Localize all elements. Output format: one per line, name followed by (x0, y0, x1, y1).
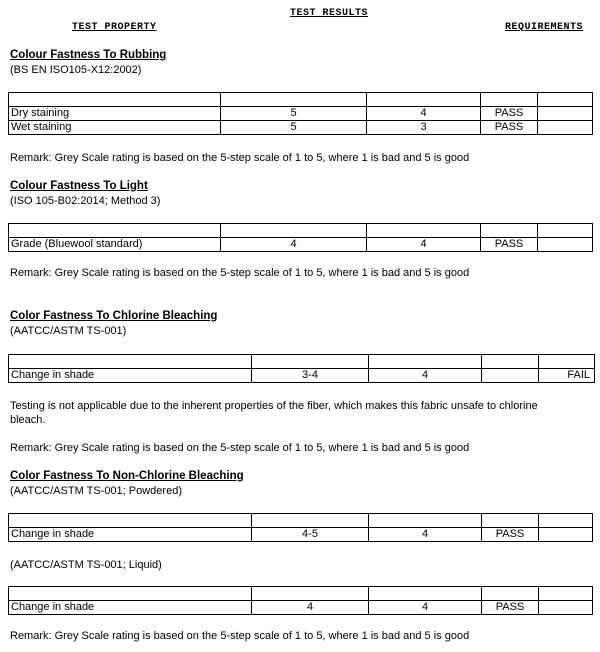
row-label: Change in shade (9, 528, 252, 542)
requirements-heading: REQUIREMENTS (505, 22, 584, 33)
table-row (9, 369, 595, 383)
table-row (9, 601, 593, 615)
section-standard-rubbing: (BS EN ISO105-X12:2002) (10, 64, 142, 76)
result-2: 4 (369, 369, 482, 383)
table-header-row (9, 93, 593, 107)
section-title-rubbing: Colour Fastness To Rubbing (10, 49, 167, 61)
results-table-liquid (8, 586, 593, 615)
pass-cell: PASS (482, 528, 539, 542)
test-results-heading: TEST RESULTS (290, 8, 369, 19)
pass-cell: PASS (481, 238, 538, 252)
row-label: Dry staining (9, 107, 221, 121)
fail-cell: FAIL (539, 369, 595, 383)
remark-light: Remark: Grey Scale rating is based on the 5-step scale of 1 to 5, where 1 is bad and 5 is good (10, 267, 470, 279)
result-1: 4-5 (252, 528, 369, 542)
fail-cell (538, 238, 593, 252)
result-2: 3 (367, 121, 481, 135)
remark-chlorine: Remark: Grey Scale rating is based on the 5-step scale of 1 to 5, where 1 is bad and 5 is good (10, 442, 470, 454)
section-title-chlorine: Color Fastness To Chlorine Bleaching (10, 310, 218, 322)
results-table-rubbing (8, 92, 593, 135)
table-header-row (9, 514, 593, 528)
result-2: 4 (367, 107, 481, 121)
table-header-row (9, 355, 595, 369)
section-standard-chlorine: (AATCC/ASTM TS-001) (10, 325, 127, 337)
section-title-light: Colour Fastness To Light (10, 180, 148, 192)
table-header-row (9, 587, 593, 601)
section-standard-powdered: (AATCC/ASTM TS-001; Powdered) (10, 485, 182, 497)
row-label: Wet staining (9, 121, 221, 135)
pass-cell: PASS (482, 601, 539, 615)
result-2: 4 (369, 601, 482, 615)
fail-cell (539, 528, 593, 542)
table-row (9, 528, 593, 542)
table-row (9, 107, 593, 121)
note-chlorine-line1: Testing is not applicable due to the inherent properties of the fiber, which makes this fabric unsafe to chlorine (10, 400, 538, 412)
result-2: 4 (369, 528, 482, 542)
section-title-non-chlorine: Color Fastness To Non-Chlorine Bleaching (10, 470, 244, 482)
row-label: Change in shade (9, 601, 252, 615)
result-1: 5 (221, 121, 367, 135)
result-1: 4 (221, 238, 367, 252)
results-table-chlorine (8, 354, 595, 383)
fail-cell (538, 121, 593, 135)
row-label: Grade (Bluewool standard) (9, 238, 221, 252)
pass-cell (482, 369, 539, 383)
fail-cell (538, 107, 593, 121)
table-row (9, 238, 593, 252)
pass-cell: PASS (481, 121, 538, 135)
remark-non-chlorine: Remark: Grey Scale rating is based on the 5-step scale of 1 to 5, where 1 is bad and 5 is good (10, 630, 470, 642)
test-property-heading: TEST PROPERTY (72, 22, 157, 33)
result-1: 5 (221, 107, 367, 121)
table-header-row (9, 224, 593, 238)
result-1: 4 (252, 601, 369, 615)
results-table-light (8, 223, 593, 252)
result-1: 3-4 (252, 369, 369, 383)
table-row (9, 121, 593, 135)
pass-cell: PASS (481, 107, 538, 121)
result-2: 4 (367, 238, 481, 252)
note-chlorine-line2: bleach. (10, 414, 46, 426)
section-standard-light: (ISO 105-B02:2014; Method 3) (10, 195, 161, 207)
row-label: Change in shade (9, 369, 252, 383)
results-table-powdered (8, 513, 593, 542)
fail-cell (539, 601, 593, 615)
section-standard-liquid: (AATCC/ASTM TS-001; Liquid) (10, 559, 162, 571)
remark-rubbing: Remark: Grey Scale rating is based on the 5-step scale of 1 to 5, where 1 is bad and 5 is good (10, 152, 470, 164)
